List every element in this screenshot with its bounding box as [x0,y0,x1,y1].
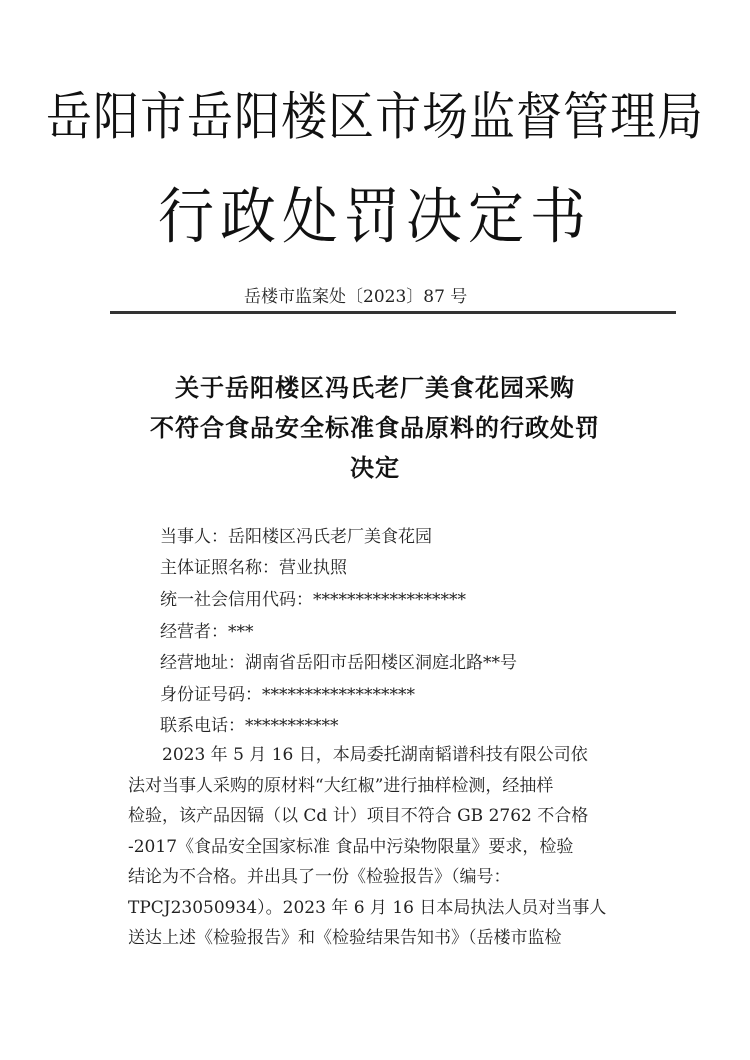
document-type-title: 行政处罚决定书 [158,181,592,252]
paragraph-line: -2017《食品安全国家标准 食品中污染物限量》要求，检验 [128,836,574,857]
paragraph-line: 检验，该产品因镉（以 Cd 计）项目不符合 GB 2762 不合格 [128,806,589,826]
paragraph-line: TPCJ23050934）。2023 年 6 月 16 日本局执法人员对当事人 [128,897,607,918]
operator: 经营者：*** [160,622,254,642]
decision-title-line-1: 关于岳阳楼区冯氏老厂美食花园采购 [175,374,575,402]
case-facts-paragraph [128,740,684,954]
paragraph-line: 结论为不合格。并出具了一份《检验报告》（编号： [128,867,511,887]
license-type: 主体证照名称：营业执照 [160,558,347,578]
paragraph-line: 法对当事人采购的原材料“大红椒”进行抽样检测，经抽样 [128,775,554,796]
credit-code: 统一社会信用代码：****************** [160,590,466,610]
decision-title-line-2: 不符合食品安全标准食品原料的行政处罚 [150,414,600,442]
id-number: 身份证号码：****************** [160,685,415,705]
document-number: 岳楼市监案处〔2023〕87 号 [244,287,468,307]
paragraph-line: 送达上述《检验报告》和《检验结果告知书》（岳楼市监检 [128,928,562,948]
business-address: 经营地址：湖南省岳阳市岳阳楼区洞庭北路**号 [160,653,517,673]
agency-name: 岳阳市岳阳楼区市场监督管理局 [46,86,704,147]
paragraph-line: 2023 年 5 月 16 日，本局委托湖南韬谱科技有限公司依 [162,745,588,765]
decision-title-line-3: 决定 [350,454,400,482]
header-divider [110,311,676,314]
contact-phone: 联系电话：*********** [160,716,339,736]
party-name: 当事人：岳阳楼区冯氏老厂美食花园 [160,527,432,547]
